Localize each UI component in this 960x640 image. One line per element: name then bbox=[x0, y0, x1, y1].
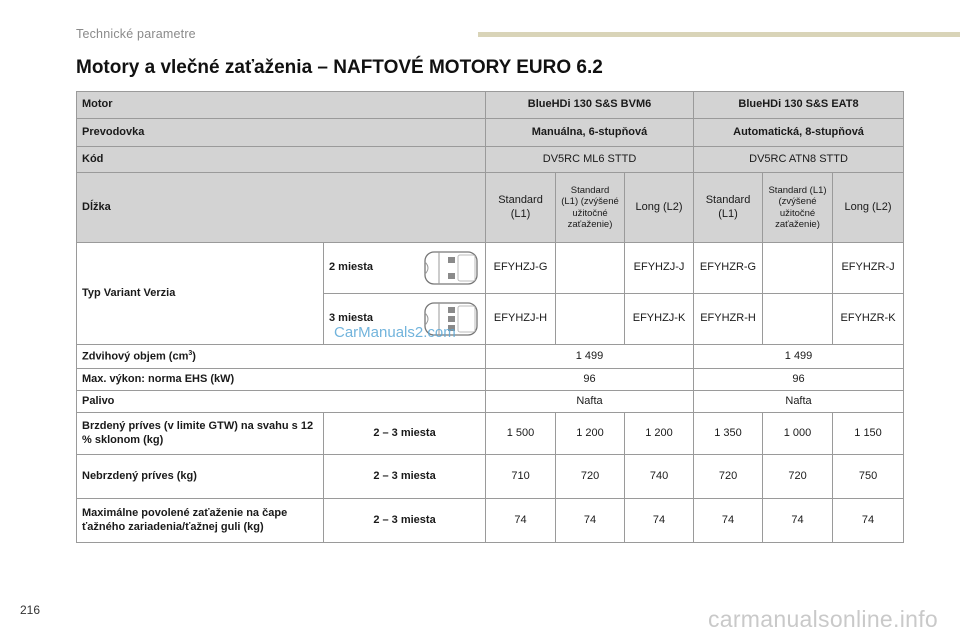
page-number: 216 bbox=[20, 603, 41, 617]
length-value: Long (L2) bbox=[833, 173, 904, 243]
fuel-automatic: Nafta bbox=[694, 391, 904, 413]
displacement-automatic: 1 499 bbox=[694, 345, 904, 369]
unbraked-seats: 2 – 3 miesta bbox=[324, 455, 486, 499]
code-automatic: DV5RC ATN8 STTD bbox=[694, 147, 904, 173]
row-gearbox bbox=[77, 119, 904, 147]
variant-code bbox=[763, 294, 833, 345]
label-motor: Motor bbox=[77, 92, 486, 119]
unbraked-value: 710 bbox=[486, 455, 556, 499]
hitch-value: 74 bbox=[833, 499, 904, 543]
length-value: Long (L2) bbox=[625, 173, 694, 243]
hitch-value: 74 bbox=[625, 499, 694, 543]
power-manual: 96 bbox=[486, 369, 694, 391]
seats-label: 2 miesta bbox=[329, 261, 374, 274]
row-code bbox=[77, 147, 904, 173]
length-value: Standard (L1) bbox=[694, 173, 763, 243]
label-unbraked-trailer: Nebrzdený príves (kg) bbox=[77, 455, 324, 499]
braked-value: 1 150 bbox=[833, 413, 904, 455]
gearbox-automatic: Automatická, 8-stupňová bbox=[694, 119, 904, 147]
variant-code bbox=[763, 243, 833, 294]
length-value: Standard (L1) (zvýšené užitočné zaťaženie) bbox=[556, 173, 625, 243]
label-gearbox: Prevodovka bbox=[77, 119, 486, 147]
braked-value: 1 500 bbox=[486, 413, 556, 455]
section-header: Technické parametre bbox=[76, 27, 196, 41]
hitch-value: 74 bbox=[486, 499, 556, 543]
power-automatic: 96 bbox=[694, 369, 904, 391]
variant-code: EFYHZJ-H bbox=[486, 294, 556, 345]
motor-eat8: BlueHDi 130 S&S EAT8 bbox=[694, 92, 904, 119]
label-code: Kód bbox=[77, 147, 486, 173]
variant-code: EFYHZR-K bbox=[833, 294, 904, 345]
row-length bbox=[77, 173, 904, 243]
row-displacement bbox=[77, 345, 904, 369]
van-2-seats-icon bbox=[422, 248, 480, 288]
braked-value: 1 200 bbox=[556, 413, 625, 455]
motor-bvm6: BlueHDi 130 S&S BVM6 bbox=[486, 92, 694, 119]
braked-value: 1 200 bbox=[625, 413, 694, 455]
header-bar bbox=[478, 32, 960, 37]
engine-spec-table bbox=[76, 91, 904, 543]
gearbox-manual: Manuálna, 6-stupňová bbox=[486, 119, 694, 147]
seats-2 bbox=[324, 243, 486, 294]
row-unbraked-trailer bbox=[77, 455, 904, 499]
length-value: Standard (L1) bbox=[486, 173, 556, 243]
label-power: Max. výkon: norma EHS (kW) bbox=[77, 369, 486, 391]
row-fuel bbox=[77, 391, 904, 413]
variant-code: EFYHZR-G bbox=[694, 243, 763, 294]
unbraked-value: 720 bbox=[556, 455, 625, 499]
variant-code bbox=[556, 294, 625, 345]
variant-code bbox=[556, 243, 625, 294]
hitch-value: 74 bbox=[763, 499, 833, 543]
page-title: Motory a vlečné zaťaženia – NAFTOVÉ MOTORY EURO 6.2 bbox=[76, 57, 603, 78]
label-braked-trailer: Brzdený príves (v limite GTW) na svahu s 12 % sklonom (kg) bbox=[77, 413, 324, 455]
hitch-seats: 2 – 3 miesta bbox=[324, 499, 486, 543]
variant-code: EFYHZJ-J bbox=[625, 243, 694, 294]
seats-label: 3 miesta bbox=[329, 312, 374, 325]
row-variant-2-seats bbox=[77, 243, 904, 294]
carmanuals-watermark: CarManuals2.com bbox=[334, 324, 456, 341]
braked-seats: 2 – 3 miesta bbox=[324, 413, 486, 455]
code-manual: DV5RC ML6 STTD bbox=[486, 147, 694, 173]
row-motor bbox=[77, 92, 904, 119]
hitch-value: 74 bbox=[694, 499, 763, 543]
braked-value: 1 000 bbox=[763, 413, 833, 455]
length-value: Standard (L1) (zvýšené užitočné zaťaženie) bbox=[763, 173, 833, 243]
fuel-manual: Nafta bbox=[486, 391, 694, 413]
label-variant: Typ Variant Verzia bbox=[77, 243, 324, 345]
unbraked-value: 750 bbox=[833, 455, 904, 499]
row-power bbox=[77, 369, 904, 391]
label-length: Dĺžka bbox=[77, 173, 486, 243]
variant-code: EFYHZR-J bbox=[833, 243, 904, 294]
row-braked-trailer bbox=[77, 413, 904, 455]
displacement-manual: 1 499 bbox=[486, 345, 694, 369]
label-hitch-load: Maximálne povolené zaťaženie na čape ťažného zariadenia/ťažnej guli (kg) bbox=[77, 499, 324, 543]
label-fuel: Palivo bbox=[77, 391, 486, 413]
braked-value: 1 350 bbox=[694, 413, 763, 455]
variant-code: EFYHZR-H bbox=[694, 294, 763, 345]
unbraked-value: 720 bbox=[694, 455, 763, 499]
unbraked-value: 720 bbox=[763, 455, 833, 499]
hitch-value: 74 bbox=[556, 499, 625, 543]
variant-code: EFYHZJ-G bbox=[486, 243, 556, 294]
footer-watermark: carmanualsonline.info bbox=[707, 606, 938, 632]
row-hitch-load bbox=[77, 499, 904, 543]
label-displacement: Zdvihový objem $(cm^3)$ bbox=[77, 345, 486, 369]
variant-code: EFYHZJ-K bbox=[625, 294, 694, 345]
unbraked-value: 740 bbox=[625, 455, 694, 499]
